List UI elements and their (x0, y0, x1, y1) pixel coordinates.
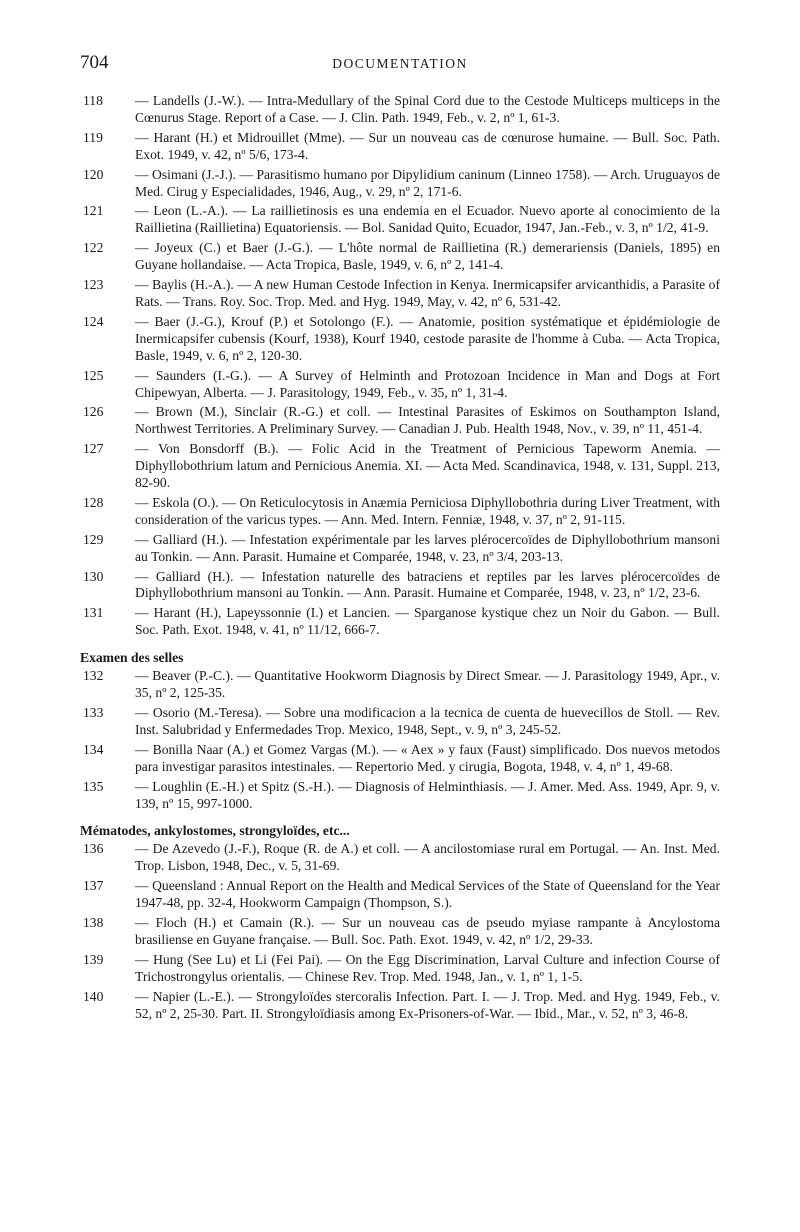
entry-text: — Galliard (H.). — Infestation expérimentale par les larves plérocercoïdes de Diphyllobothrium mansoni au Tonkin. — Ann. Parasit. Humaine et Comparée, 1948, v. 23, nº 3/4, 203-13. (135, 531, 720, 564)
entry-text: — Brown (M.), Sinclair (R.-G.) et coll. — Intestinal Parasites of Eskimos on Southampton Island, Northwest Territories. A Preliminary Survey. — Canadian J. Pub. Health 1948, Nov., v. 39, nº 11, 451-4. (135, 404, 720, 437)
entry-text: — Leon (L.-A.). — La raillietinosis es una endemia en el Ecuador. Nuevo aporte al conocimiento de la Raillietina (Raillietina) Equatoriensis. — Bol. Sanidad Quito, Ecuador, 1947, Jan.-Feb., v. 3, nº 1/2, 41-9. (135, 203, 720, 236)
bibliography-entry (80, 203, 720, 237)
page-number: 704 (80, 52, 109, 73)
bibliography-entry (80, 668, 720, 702)
entry-number: 137 (83, 878, 104, 894)
bibliography-entry (80, 705, 720, 739)
entry-number: 133 (83, 705, 104, 720)
entry-number: 119 (83, 129, 103, 145)
entry-text: — Osimani (J.-J.). — Parasitismo humano por Dipylidium caninum (Linneo 1758). — Arch. Uruguayos de Med. Cirug y Especialidades, 1946, Aug., v. 29, nº 2, 171-6. (135, 166, 720, 199)
entry-text: — Bonilla Naar (A.) et Gomez Vargas (M.). — « Aex » y faux (Faust) simplificado. Dos nuevos metodos para investigar parasitos intestinales. — Repertorio Med. y cirugia, Bogota, 1948, v. 4, nº 1, 49-68. (135, 741, 720, 774)
entry-text: — Harant (H.) et Midrouillet (Mme). — Sur un nouveau cas de cœnurose humaine. — Bull. Soc. Path. Exot. 1949, v. 42, nº 5/6, 173-4. (135, 129, 720, 162)
bibliography-list (80, 93, 720, 1026)
entry-text: — Galliard (H.). — Infestation naturelle des batraciens et reptiles par les larves plérocercoïdes de Diphyllobothrium mansoni au Tonkin. — Ann. Parasit. Humaine et Comparée, 1948, v. 23, nº 1/2, 23-6. (135, 568, 720, 601)
entry-text: — Landells (J.-W.). — Intra-Medullary of the Spinal Cord due to the Cestode Multiceps multiceps in the Cœnurus Stage. Report of a Case. — J. Clin. Path. 1949, Feb., v. 2, nº 1, 61-3. (135, 93, 720, 125)
bibliography-entry (80, 404, 720, 438)
bibliography-entry (80, 93, 720, 127)
entry-text: — Joyeux (C.) et Baer (J.-G.). — L'hôte normal de Raillietina (R.) demerariensis (Daniels, 1895) en Guyane hollandaise. — Acta Tropica, Basle, 1949, v. 6, nº 2, 141-4. (135, 240, 720, 273)
entry-number: 140 (83, 988, 104, 1004)
bibliography-entry (80, 368, 720, 402)
entry-number: 135 (83, 778, 104, 794)
entry-number: 136 (83, 841, 104, 857)
bibliography-entry (80, 532, 720, 566)
entry-number: 121 (83, 203, 104, 219)
entry-text: — Queensland : Annual Report on the Health and Medical Services of the State of Queensland for the Year 1947-48, pp. 32-4, Hookworm Campaign (Thompson, S.). (135, 878, 720, 911)
entry-number: 122 (83, 240, 104, 256)
bibliography-entry (80, 569, 720, 603)
entry-text: — Harant (H.), Lapeyssonnie (I.) et Lancien. — Sparganose kystique chez un Noir du Gabon. — Bull. Soc. Path. Exot. 1948, v. 41, nº 11/12, 666-7. (135, 605, 720, 638)
entry-number: 123 (83, 277, 104, 293)
bibliography-entry (80, 240, 720, 274)
bibliography-entry (80, 841, 720, 875)
entry-number: 120 (83, 166, 104, 182)
entry-text: — Beaver (P.-C.). — Quantitative Hookworm Diagnosis by Direct Smear. — J. Parasitology 1949, Apr., v. 35, nº 2, 125-35. (135, 668, 720, 701)
page-header (80, 52, 720, 76)
entry-number: 128 (83, 494, 104, 510)
entry-number: 126 (83, 404, 104, 420)
bibliography-entry (80, 779, 720, 813)
running-head: DOCUMENTATION (332, 56, 468, 71)
entry-text: — Saunders (I.-G.). — A Survey of Helminth and Protozoan Incidence in Man and Dogs at Fort Chipewyan, Alberta. — J. Parasitology, 1949, Feb., v. 35, nº 1, 31-4. (135, 367, 720, 400)
bibliography-entry (80, 314, 720, 365)
entry-text: — Loughlin (E.-H.) et Spitz (S.-H.). — Diagnosis of Helminthiasis. — J. Amer. Med. Ass. 1949, Apr. 9, v. 139, nº 15, 997-1000. (135, 778, 720, 811)
entry-text: — De Azevedo (J.-F.), Roque (R. de A.) et coll. — A ancilostomiase rural em Portugal. — An. Inst. Med. Trop. Lisbon, 1948, Dec., v. 5, 31-69. (135, 841, 720, 874)
bibliography-entry (80, 952, 720, 986)
bibliography-entry (80, 167, 720, 201)
entry-number: 131 (83, 605, 104, 621)
entry-number: 130 (83, 568, 104, 584)
entry-number: 139 (83, 951, 104, 967)
entry-number: 132 (83, 668, 104, 684)
bibliography-entry (80, 441, 720, 492)
entry-text: — Eskola (O.). — On Reticulocytosis in Anæmia Perniciosa Diphyllobothria during Liver Treatment, with consideration of the varicus types. — Ann. Med. Intern. Fenniæ, 1948, v. 37, nº 2, 91-115. (135, 494, 720, 527)
entry-number: 138 (83, 915, 104, 931)
bibliography-entry (80, 605, 720, 639)
bibliography-entry (80, 742, 720, 776)
entry-number: 118 (83, 93, 103, 108)
bibliography-entry (80, 878, 720, 912)
entry-text: — Osorio (M.-Teresa). — Sobre una modificacion a la tecnica de cuenta de huevecillos de Stoll. — Rev. Inst. Salubridad y Enfermedades Trop. Mexico, 1948, Sept., v. 9, nº 3, 245-52. (135, 705, 720, 737)
section-heading: Mématodes, ankylostomes, strongyloïdes, etc... (80, 823, 350, 839)
entry-text: — Von Bonsdorff (B.). — Folic Acid in the Treatment of Pernicious Tapeworm Anemia. — Diphyllobothrium latum and Pernicious Anemia. XI. — Acta Med. Scandinavica, 1948, v. 131, Suppl. 213, 82-90. (135, 441, 720, 491)
entry-text: — Baer (J.-G.), Krouf (P.) et Sotolongo (F.). — Anatomie, position systématique et épidémiologie de Inermicapsifer cubensis (Kourf, 1938), Kourf 1940, cestode parasite de l'homme à Cuba. — Acta Tropica, Basle, 1949, v. 6, nº 2, 120-30. (135, 313, 720, 363)
entry-number: 127 (83, 441, 104, 457)
bibliography-entry (80, 277, 720, 311)
entry-text: — Napier (L.-E.). — Strongyloïdes stercoralis Infection. Part. I. — J. Trop. Med. and Hyg. 1949, Feb., v. 52, nº 2, 25-30. Part. II. Strongyloïdiasis among Ex-Prisoners-of-War. — Ibid., Mar., v. 52, nº 3, 46-8. (135, 988, 720, 1021)
bibliography-entry (80, 915, 720, 949)
bibliography-entry (80, 989, 720, 1023)
entry-text: — Floch (H.) et Camain (R.). — Sur un nouveau cas de pseudo myiase rampante à Ancylostoma brasiliense en Guyane française. — Bull. Soc. Path. Exot. 1949, v. 42, nº 1/2, 29-33. (135, 915, 720, 947)
entry-text: — Baylis (H.-A.). — A new Human Cestode Infection in Kenya. Inermicapsifer arvicanthidis, a Parasite of Rats. — Trans. Roy. Soc. Trop. Med. and Hyg. 1949, May, v. 42, nº 6, 531-42. (135, 277, 720, 309)
entry-number: 129 (83, 531, 104, 547)
entry-number: 134 (83, 741, 104, 757)
bibliography-entry (80, 495, 720, 529)
entry-number: 124 (83, 313, 104, 329)
entry-text: — Hung (See Lu) et Li (Fei Pai). — On the Egg Discrimination, Larval Culture and infection Course of Trichostrongylus orientalis. — Chinese Rev. Trop. Med. 1948, Jan., v. 1, nº 1, 1-5. (135, 951, 720, 984)
section-heading: Examen des selles (80, 650, 184, 666)
bibliography-entry (80, 130, 720, 164)
entry-number: 125 (83, 367, 104, 383)
